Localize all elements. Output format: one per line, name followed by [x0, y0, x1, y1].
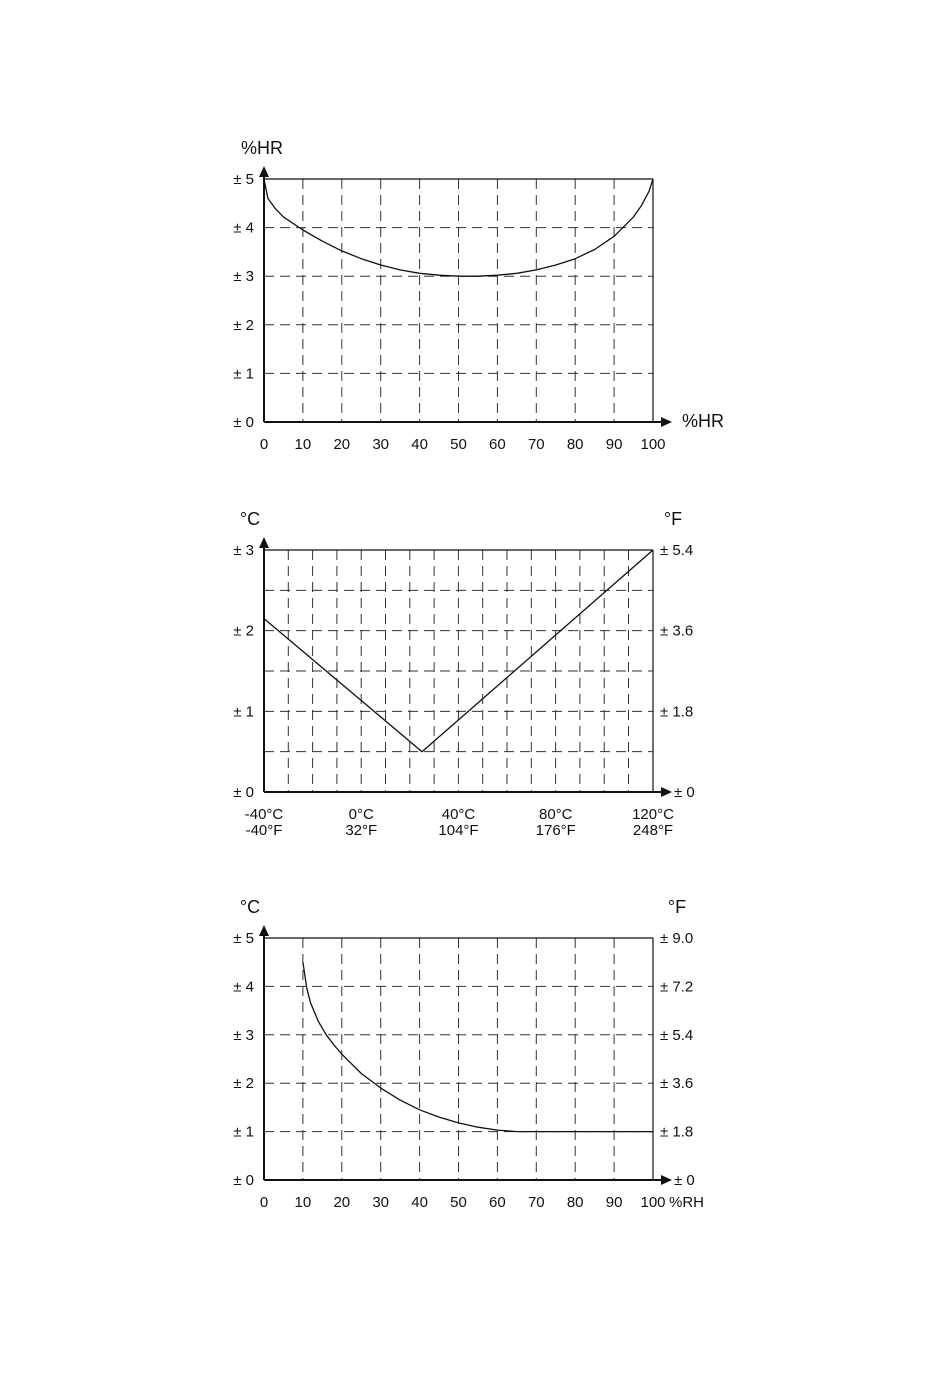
x-tick-label-2: 20: [333, 1194, 351, 1211]
x-tick-label-4: 40: [411, 436, 428, 453]
x-tick-label-f-2: 104°F: [438, 822, 479, 839]
x-axis-label: %RH: [669, 1194, 705, 1211]
series-line-0: [303, 962, 653, 1131]
y-right-tick-label-2: ± 3.6: [660, 622, 694, 640]
x-tick-label-6: 60: [489, 436, 506, 453]
y-axis-label: °C: [239, 509, 261, 529]
x-tick-label-4: 40: [411, 1194, 428, 1211]
x-tick-label-f-4: 248°F: [632, 822, 674, 839]
y-tick-label-1: ± 1: [233, 1123, 254, 1141]
y-axis-arrow: [259, 166, 269, 177]
x-axis-label: %HR: [682, 411, 725, 431]
y-right-tick-label-5: ± 9.0: [660, 930, 694, 947]
y-right-axis-label: °F: [667, 897, 687, 917]
y-right-tick-label-2: ± 3.6: [660, 1075, 694, 1093]
x-tick-label-5: 50: [450, 1194, 467, 1211]
y-right-tick-label-0: ± 0: [674, 784, 695, 801]
x-tick-label-c-3: 80°C: [538, 806, 573, 823]
y-tick-label-0: ± 0: [233, 784, 254, 801]
y-right-tick-label-4: ± 7.2: [660, 978, 694, 996]
x-tick-label-f-3: 176°F: [535, 822, 576, 839]
y-axis-label: °C: [239, 897, 261, 917]
y-tick-label-5: ± 5: [233, 930, 254, 947]
x-tick-label-1: 10: [294, 1194, 312, 1211]
x-tick-label-3: 30: [372, 1194, 390, 1211]
y-tick-label-1: ± 1: [233, 703, 254, 721]
y-tick-label-3: ± 3: [233, 268, 254, 286]
y-tick-label-3: ± 3: [233, 1026, 254, 1044]
y-tick-label-4: ± 4: [233, 978, 254, 996]
y-right-tick-label-1: ± 1.8: [660, 1123, 694, 1141]
y-axis-arrow: [259, 537, 269, 548]
x-tick-label-1: 10: [294, 436, 312, 453]
y-axis-label: %HR: [240, 138, 284, 158]
x-tick-label-2: 20: [333, 436, 351, 453]
x-tick-label-f-1: 32°F: [345, 822, 378, 839]
x-tick-label-7: 70: [527, 436, 545, 453]
y-tick-label-3: ± 3: [233, 542, 254, 559]
x-tick-label-c-2: 40°C: [441, 806, 476, 823]
x-tick-label-c-1: 0°C: [348, 806, 374, 823]
x-tick-label-10: 100: [640, 436, 666, 453]
y-right-tick-label-3: ± 5.4: [660, 1026, 694, 1044]
x-tick-label-10: 100: [640, 1194, 666, 1211]
x-tick-label-8: 80: [566, 436, 584, 453]
y-tick-label-5: ± 5: [233, 171, 254, 188]
y-axis-arrow: [259, 925, 269, 936]
y-right-tick-label-1: ± 1.8: [660, 703, 694, 721]
x-tick-label-9: 90: [605, 1194, 623, 1211]
x-tick-label-f-0: -40°F: [245, 822, 283, 839]
y-tick-label-2: ± 2: [233, 1075, 254, 1093]
y-tick-label-2: ± 2: [233, 316, 254, 334]
x-tick-label-0: 0: [259, 436, 269, 453]
x-axis-arrow: [661, 787, 672, 797]
x-tick-label-c-4: 120°C: [632, 806, 674, 823]
x-tick-label-5: 50: [450, 436, 467, 453]
x-axis-arrow: [661, 1175, 672, 1185]
x-tick-label-0: 0: [259, 1194, 269, 1211]
y-tick-label-0: ± 0: [233, 414, 254, 431]
chart-2: [233, 509, 695, 839]
x-tick-label-8: 80: [566, 1194, 584, 1211]
x-tick-label-c-0: -40°C: [244, 806, 284, 823]
y-tick-label-0: ± 0: [233, 1172, 254, 1189]
x-tick-label-9: 90: [605, 436, 623, 453]
y-tick-label-1: ± 1: [233, 365, 254, 383]
chart-1: [233, 138, 724, 453]
y-tick-label-2: ± 2: [233, 622, 254, 640]
x-tick-label-3: 30: [372, 436, 390, 453]
y-right-axis-label: °F: [663, 509, 683, 529]
x-tick-label-7: 70: [527, 1194, 545, 1211]
y-right-tick-label-3: ± 5.4: [660, 542, 694, 559]
x-axis-arrow: [661, 417, 672, 427]
chart-3: [233, 897, 704, 1211]
y-tick-label-4: ± 4: [233, 219, 254, 237]
y-right-tick-label-0: ± 0: [674, 1172, 695, 1189]
x-tick-label-6: 60: [489, 1194, 506, 1211]
